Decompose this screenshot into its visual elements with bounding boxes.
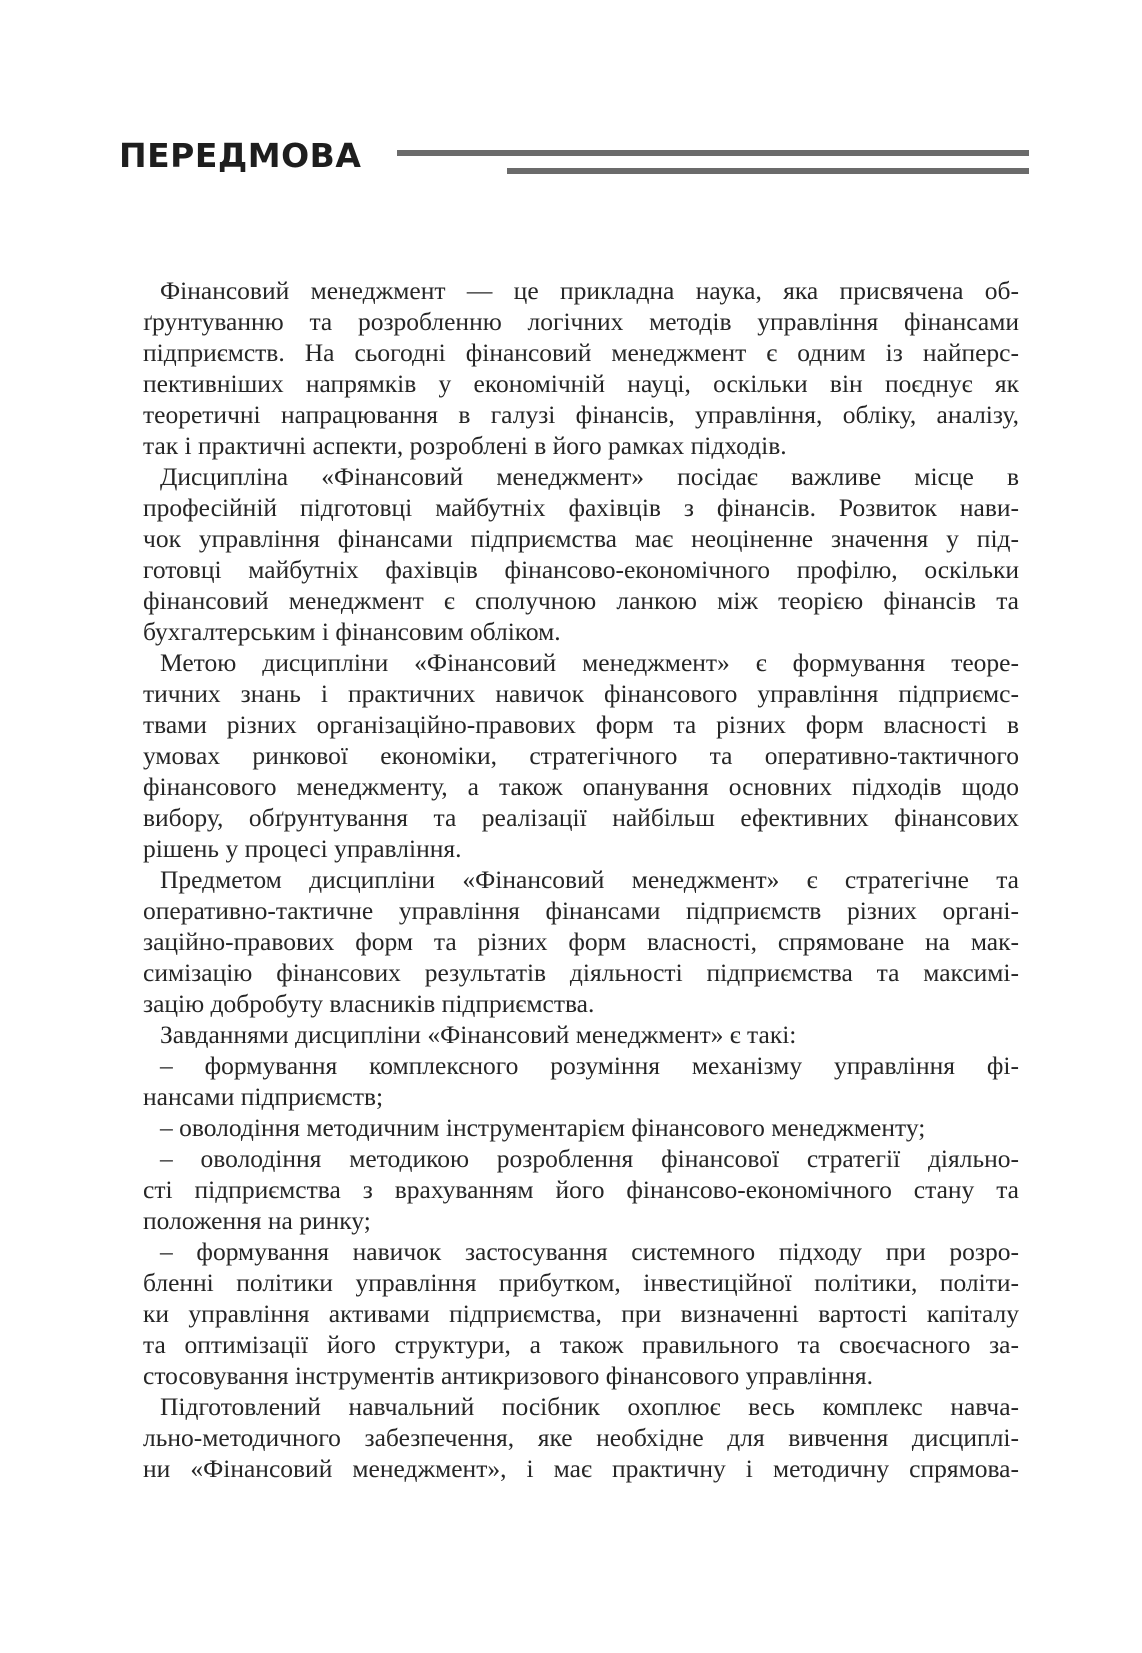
paragraph-line: – оволодіння методикою розроблення фінансової стратегії діяльно- bbox=[160, 1144, 1019, 1173]
paragraph-line: готовці майбутніх фахівців фінансово-економічного профілю, оскільки bbox=[143, 555, 1019, 584]
paragraph-line: бленні політики управління прибутком, інвестиційної політики, політи- bbox=[143, 1268, 1019, 1297]
paragraph-line: підприємств. На сьогодні фінансовий менеджмент є одним із найперс- bbox=[143, 338, 1019, 367]
paragraph-line: Предметом дисципліни «Фінансовий менеджмент» є стратегічне та bbox=[160, 865, 1019, 894]
paragraph-line: теоретичні напрацювання в галузі фінансів, управління, обліку, аналізу, bbox=[143, 400, 1019, 429]
paragraph-line: професійній підготовці майбутніх фахівців з фінансів. Розвиток нави- bbox=[143, 493, 1019, 522]
heading-rule-bottom bbox=[507, 168, 1029, 174]
paragraph-line: зацію добробуту власників підприємства. bbox=[143, 989, 595, 1018]
paragraph-line: фінансового менеджменту, а також опанування основних підходів щодо bbox=[143, 772, 1019, 801]
body-text bbox=[143, 275, 1019, 1484]
paragraph-line: Метою дисципліни «Фінансовий менеджмент» є формування теоре- bbox=[160, 648, 1019, 677]
paragraph-line: фінансовий менеджмент є сполучною ланкою між теорією фінансів та bbox=[143, 586, 1019, 615]
paragraph-line: оперативно-тактичне управління фінансами підприємств різних органі- bbox=[143, 896, 1019, 925]
paragraph-line: пективніших напрямків у економічній науці, оскільки він поєднує як bbox=[143, 369, 1019, 398]
paragraph-line: заційно-правових форм та різних форм власності, спрямоване на мак- bbox=[143, 927, 1019, 956]
paragraph-line: Завданнями дисципліни «Фінансовий менеджмент» є такі: bbox=[160, 1020, 797, 1049]
page-title: ПЕРЕДМОВА bbox=[119, 136, 362, 175]
heading-rule-top bbox=[397, 150, 1029, 156]
paragraph-line: – формування навичок застосування системного підходу при розро- bbox=[160, 1237, 1019, 1266]
paragraph-line: ки управління активами підприємства, при визначенні вартості капіталу bbox=[143, 1299, 1019, 1328]
paragraph-line: чок управління фінансами підприємства має неоціненне значення у під- bbox=[143, 524, 1019, 553]
paragraph-line: Фінансовий менеджмент — це прикладна наука, яка присвячена об- bbox=[160, 276, 1019, 305]
paragraph-line: симізацію фінансових результатів діяльності підприємства та максимі- bbox=[143, 958, 1019, 987]
paragraph-line: ґрунтуванню та розробленню логічних методів управління фінансами bbox=[143, 307, 1019, 336]
paragraph-line: льно-методичного забезпечення, яке необхідне для вивчення дисциплі- bbox=[143, 1423, 1019, 1452]
paragraph-line: твами різних організаційно-правових форм та різних форм власності в bbox=[143, 710, 1019, 739]
paragraph-line: сті підприємства з врахуванням його фінансово-економічного стану та bbox=[143, 1175, 1019, 1204]
paragraph-line: умовах ринкової економіки, стратегічного та оперативно-тактичного bbox=[143, 741, 1019, 770]
paragraph-line: стосовування інструментів антикризового фінансового управління. bbox=[143, 1361, 873, 1390]
paragraph-line: тичних знань і практичних навичок фінансового управління підприємс- bbox=[143, 679, 1019, 708]
paragraph-line: рішень у процесі управління. bbox=[143, 834, 462, 863]
paragraph-line: – формування комплексного розуміння механізму управління фі- bbox=[160, 1051, 1019, 1080]
paragraph-line: Підготовлений навчальний посібник охоплює весь комплекс навча- bbox=[160, 1392, 1019, 1421]
paragraph-line: ни «Фінансовий менеджмент», і має практичну і методичну спрямова- bbox=[143, 1454, 1019, 1483]
chapter-heading bbox=[119, 132, 1029, 192]
paragraph-line: положення на ринку; bbox=[143, 1206, 371, 1235]
paragraph-line: та оптимізації його структури, а також правильного та своєчасного за- bbox=[143, 1330, 1019, 1359]
paragraph-line: вибору, обґрунтування та реалізації найбільш ефективних фінансових bbox=[143, 803, 1019, 832]
paragraph-line: – оволодіння методичним інструментарієм фінансового менеджменту; bbox=[160, 1113, 926, 1142]
paragraph-line: бухгалтерським і фінансовим обліком. bbox=[143, 617, 561, 646]
paragraph-line: Дисципліна «Фінансовий менеджмент» посідає важливе місце в bbox=[160, 462, 1019, 491]
paragraph-line: так і практичні аспекти, розроблені в його рамках підходів. bbox=[143, 431, 787, 460]
paragraph-line: нансами підприємств; bbox=[143, 1082, 384, 1111]
